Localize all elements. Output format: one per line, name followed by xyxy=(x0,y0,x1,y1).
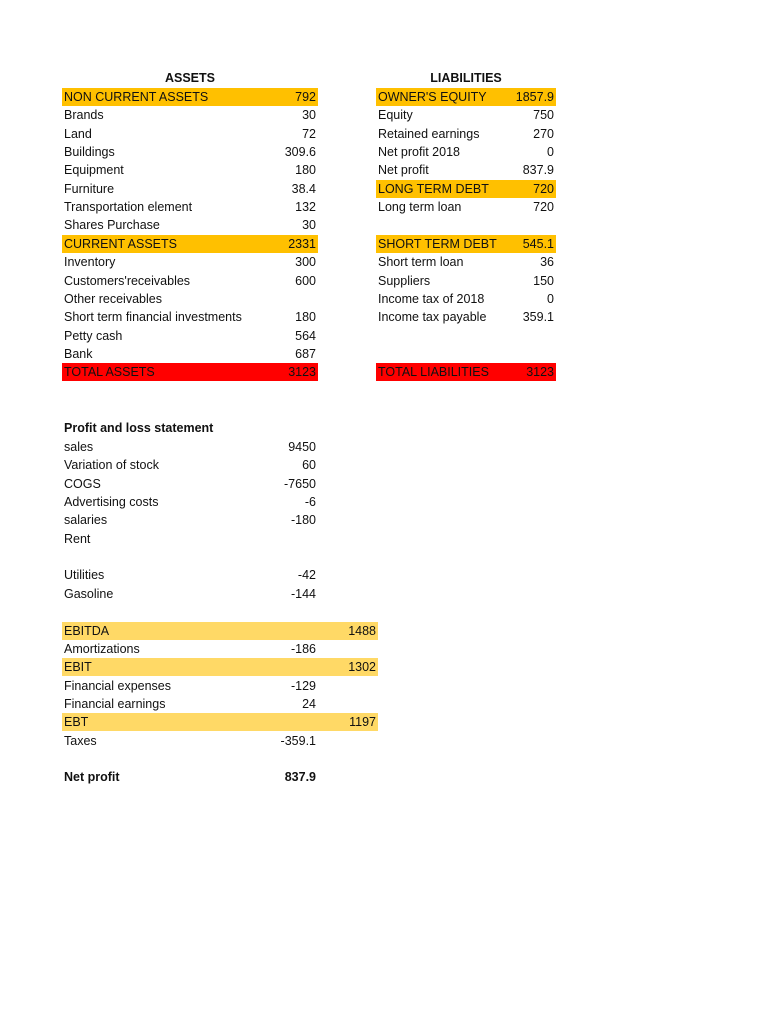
liabilities-row-label: Income tax payable xyxy=(378,310,487,325)
pl-row xyxy=(62,566,318,584)
liabilities-row xyxy=(376,345,556,363)
assets-row xyxy=(62,198,318,216)
pl-row xyxy=(62,622,378,640)
assets-row-label: Short term financial investments xyxy=(64,310,242,325)
liabilities-row xyxy=(376,290,556,308)
pl-row xyxy=(62,585,318,603)
assets-row-value: 2331 xyxy=(288,236,316,251)
assets-row xyxy=(62,290,318,308)
liabilities-row-label: Net profit xyxy=(378,163,429,178)
liabilities-row-value: 1857.9 xyxy=(515,90,554,104)
assets-row-label: Furniture xyxy=(64,181,115,196)
pl-row xyxy=(62,603,318,621)
pl-row-value: -180 xyxy=(290,513,316,528)
liabilities-row xyxy=(376,180,556,198)
assets-row-label: Transportation element xyxy=(64,200,193,215)
pl-row-value: -42 xyxy=(297,568,316,583)
pl-row-value: -359.1 xyxy=(280,733,316,748)
liabilities-row-label: Suppliers xyxy=(378,273,431,288)
pl-row xyxy=(62,493,318,511)
assets-row xyxy=(62,161,318,179)
assets-row-label: Customers'receivables xyxy=(64,273,191,288)
liabilities-row-label: Income tax of 2018 xyxy=(378,291,485,306)
assets-row-value: 180 xyxy=(295,310,316,325)
pl-row xyxy=(62,658,378,676)
liabilities-row-value: 545.1 xyxy=(522,236,554,251)
assets-row-value: 564 xyxy=(295,328,316,343)
pl-row xyxy=(62,732,318,750)
liabilities-row xyxy=(376,308,556,326)
pl-row-label: Utilities xyxy=(64,568,105,583)
assets-row-label: Other receivables xyxy=(64,291,162,306)
pl-row-value: -7650 xyxy=(284,476,316,491)
assets-row-label: Equipment xyxy=(64,163,124,178)
assets-row xyxy=(62,253,318,271)
liabilities-row-label: TOTAL LIABILITIES xyxy=(378,365,489,380)
liabilities-row xyxy=(376,216,556,234)
liabilities-row xyxy=(376,161,556,179)
assets-row xyxy=(62,106,318,124)
liabilities-row xyxy=(376,198,556,216)
assets-row-label: NON CURRENT ASSETS xyxy=(64,90,209,104)
assets-row-value: 30 xyxy=(302,108,316,123)
pl-row xyxy=(62,713,378,731)
pl-row-label: COGS xyxy=(64,476,101,491)
pl-title: Profit and loss statement xyxy=(64,421,214,435)
assets-row-value: 300 xyxy=(295,255,316,270)
pl-row-label: Amortizations xyxy=(64,641,140,656)
liabilities-row-value: 270 xyxy=(533,126,554,141)
assets-row-value: 30 xyxy=(302,218,316,233)
pl-row xyxy=(62,511,318,529)
pl-row-value: -6 xyxy=(304,495,316,510)
pl-row-label: Taxes xyxy=(64,733,97,748)
assets-row-label: Bank xyxy=(64,346,93,361)
assets-row xyxy=(62,143,318,161)
assets-row-value: 72 xyxy=(302,126,316,141)
assets-row-value: 687 xyxy=(295,346,316,361)
liabilities-row-value: 3123 xyxy=(526,365,554,380)
liabilities-row-value: 720 xyxy=(533,181,554,196)
liabilities-row xyxy=(376,235,556,253)
liabilities-row-label: Retained earnings xyxy=(378,126,480,141)
assets-row-value: 792 xyxy=(295,90,316,104)
assets-title: ASSETS xyxy=(164,71,215,85)
liabilities-row-value: 150 xyxy=(533,273,554,288)
pl-row-value: 60 xyxy=(302,458,316,473)
pl-row-label: EBITDA xyxy=(64,623,110,638)
assets-row xyxy=(62,125,318,143)
pl-row-value: 837.9 xyxy=(284,770,316,785)
pl-row xyxy=(62,475,318,493)
liabilities-row xyxy=(376,253,556,271)
assets-row-label: CURRENT ASSETS xyxy=(64,236,177,251)
pl-row-label: Rent xyxy=(64,531,91,546)
pl-row-label: Variation of stock xyxy=(64,458,159,473)
assets-row-value: 3123 xyxy=(288,365,316,380)
pl-row-value: 24 xyxy=(302,696,316,711)
liabilities-row-value: 0 xyxy=(547,291,554,306)
assets-row xyxy=(62,180,318,198)
pl-row xyxy=(62,456,318,474)
pl-row xyxy=(62,677,318,695)
liabilities-row-value: 36 xyxy=(540,255,554,270)
liabilities-row-value: 720 xyxy=(533,200,554,215)
assets-row xyxy=(62,345,318,363)
pl-row xyxy=(62,750,318,768)
pl-row-label: Gasoline xyxy=(64,586,114,601)
pl-row-label: sales xyxy=(64,440,94,454)
assets-row xyxy=(62,235,318,253)
liabilities-row-label: SHORT TERM DEBT xyxy=(378,236,497,251)
assets-row-label: Buildings xyxy=(64,145,115,160)
pl-row-result: 1197 xyxy=(349,715,376,730)
assets-row-label: Shares Purchase xyxy=(64,218,160,233)
pl-row-value: -129 xyxy=(290,678,316,693)
assets-row-label: Petty cash xyxy=(64,328,123,343)
pl-row xyxy=(62,768,318,786)
assets-row xyxy=(62,272,318,290)
liabilities-row xyxy=(376,106,556,124)
pl-row xyxy=(62,695,318,713)
pl-row-label: Financial expenses xyxy=(64,678,172,693)
assets-row xyxy=(62,308,318,326)
pl-row-result: 1488 xyxy=(348,623,376,638)
pl-row xyxy=(62,640,318,658)
liabilities-row xyxy=(376,327,556,345)
liabilities-row-label: Short term loan xyxy=(378,255,464,270)
assets-row xyxy=(62,216,318,234)
pl-row-value: -144 xyxy=(290,586,316,601)
pl-row-label: Financial earnings xyxy=(64,696,166,711)
pl-row xyxy=(62,530,318,548)
assets-row xyxy=(62,88,318,106)
assets-row-label: TOTAL ASSETS xyxy=(64,365,155,380)
pl-row-label: Net profit xyxy=(64,770,120,785)
liabilities-row-label: Equity xyxy=(378,108,413,123)
liabilities-row-value: 837.9 xyxy=(522,163,554,178)
assets-row-value: 38.4 xyxy=(291,181,316,196)
liabilities-row-value: 359.1 xyxy=(522,310,554,325)
liabilities-row xyxy=(376,88,556,106)
pl-row-result: 1302 xyxy=(348,660,376,675)
pl-row xyxy=(62,548,318,566)
assets-row-label: Land xyxy=(64,126,92,141)
liabilities-row-value: 750 xyxy=(533,108,554,123)
liabilities-row xyxy=(376,143,556,161)
liabilities-row-label: LONG TERM DEBT xyxy=(378,181,489,196)
pl-row xyxy=(62,438,318,456)
pl-row-value: 9450 xyxy=(288,440,316,454)
assets-row-value: 309.6 xyxy=(284,145,316,160)
assets-row xyxy=(62,363,318,381)
liabilities-row xyxy=(376,272,556,290)
liabilities-row-label: Long term loan xyxy=(378,200,462,215)
liabilities-row-value: 0 xyxy=(547,145,554,160)
assets-row-label: Inventory xyxy=(64,255,116,270)
liabilities-row-label: Net profit 2018 xyxy=(378,145,460,160)
pl-row-value: -186 xyxy=(290,641,316,656)
pl-row-label: salaries xyxy=(64,513,108,528)
pl-row-label: EBT xyxy=(64,715,89,730)
assets-row-value: 132 xyxy=(295,200,316,215)
assets-row-value: 180 xyxy=(295,163,316,178)
liabilities-title: LIABILITIES xyxy=(430,71,502,85)
liabilities-row-label: OWNER'S EQUITY xyxy=(378,90,487,104)
liabilities-row xyxy=(376,125,556,143)
liabilities-row xyxy=(376,363,556,381)
assets-row xyxy=(62,327,318,345)
pl-row-label: Advertising costs xyxy=(64,495,159,510)
assets-row-value: 600 xyxy=(295,273,316,288)
pl-row-label: EBIT xyxy=(64,660,92,675)
assets-row-label: Brands xyxy=(64,108,104,123)
